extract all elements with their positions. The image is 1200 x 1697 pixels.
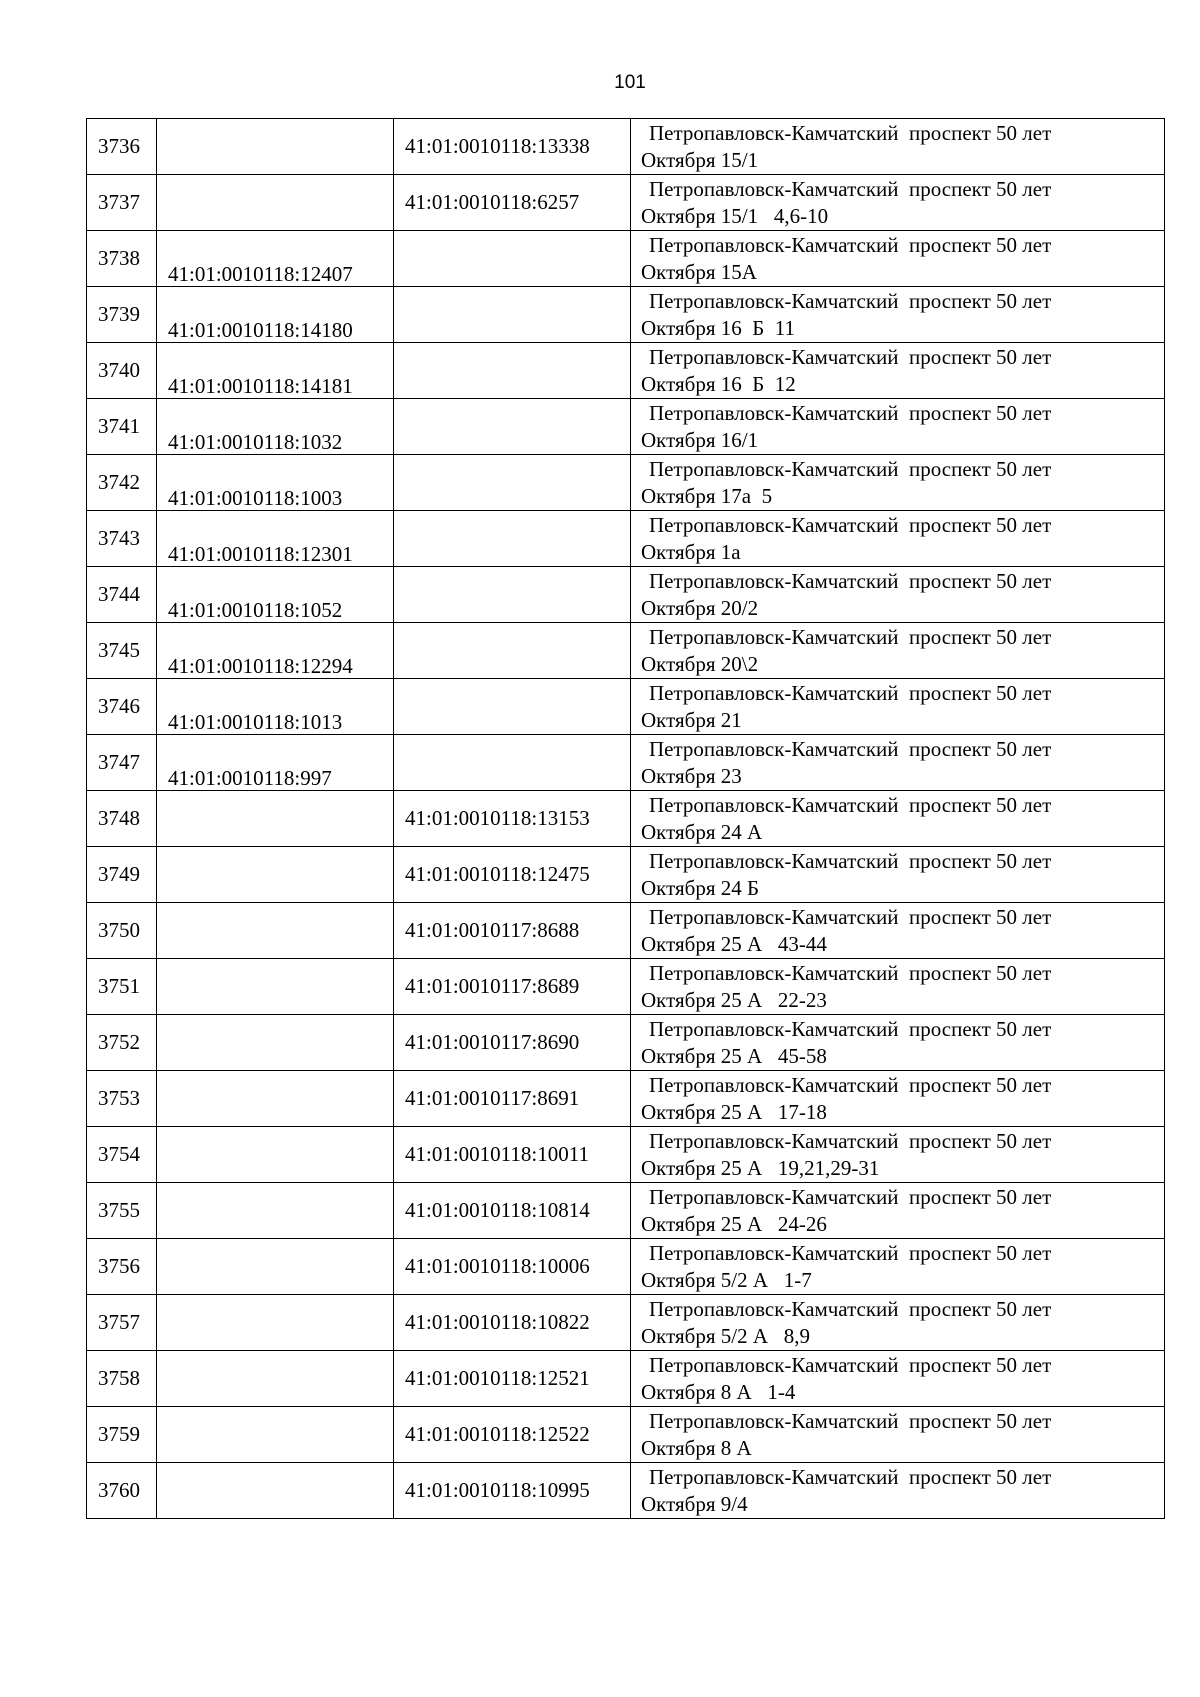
cadastral-number-cell-b (394, 175, 631, 231)
cadastral-number-cell-b (394, 735, 631, 791)
table-row (87, 1463, 1165, 1519)
cadastral-number-cell-a (157, 119, 394, 175)
address-line-2: Октября 25 А 43-44 (641, 932, 827, 956)
address-cell (631, 959, 1165, 1015)
cadastral-number-cell-b (394, 119, 631, 175)
cadastral-number-cell-a (157, 735, 394, 791)
address-line-1: Петропавловск-Камчатский проспект 50 лет (649, 1017, 1052, 1041)
row-number: 3757 (98, 1310, 140, 1334)
cadastral-number-a: 41:01:0010118:1013 (168, 710, 343, 734)
address-line-1: Петропавловск-Камчатский проспект 50 лет (649, 625, 1052, 649)
row-number-cell (87, 287, 157, 343)
cadastral-number-cell-a (157, 1407, 394, 1463)
row-number-cell (87, 623, 157, 679)
registry-table (86, 118, 1165, 1519)
cadastral-number-b: 41:01:0010117:8691 (405, 1086, 580, 1110)
address-cell (631, 679, 1165, 735)
cadastral-number-b: 41:01:0010118:13338 (405, 134, 590, 158)
cadastral-number-cell-b (394, 1463, 631, 1519)
address-line-2: Октября 16/1 (641, 428, 759, 452)
address-line-1: Петропавловск-Камчатский проспект 50 лет (649, 1129, 1052, 1153)
table-row (87, 623, 1165, 679)
address-line-1: Петропавловск-Камчатский проспект 50 лет (649, 233, 1052, 257)
table-row (87, 511, 1165, 567)
cadastral-number-a: 41:01:0010118:14180 (168, 318, 353, 342)
cadastral-number-b: 41:01:0010118:6257 (405, 190, 580, 214)
row-number-cell (87, 903, 157, 959)
cadastral-number-cell-a (157, 847, 394, 903)
address-line-2: Октября 25 А 19,21,29-31 (641, 1156, 880, 1180)
address-line-1: Петропавловск-Камчатский проспект 50 лет (649, 1297, 1052, 1321)
address-cell (631, 791, 1165, 847)
row-number-cell (87, 1239, 157, 1295)
row-number: 3746 (98, 694, 140, 718)
address-cell (631, 567, 1165, 623)
row-number: 3753 (98, 1086, 140, 1110)
cadastral-number-cell-b (394, 679, 631, 735)
address-line-1: Петропавловск-Камчатский проспект 50 лет (649, 177, 1052, 201)
cadastral-number-b: 41:01:0010117:8689 (405, 974, 580, 998)
row-number: 3736 (98, 134, 140, 158)
row-number-cell (87, 1295, 157, 1351)
cadastral-number-cell-b (394, 903, 631, 959)
cadastral-number-b: 41:01:0010118:10814 (405, 1198, 590, 1222)
row-number-cell (87, 679, 157, 735)
cadastral-number-cell-b (394, 1071, 631, 1127)
address-line-1: Петропавловск-Камчатский проспект 50 лет (649, 569, 1052, 593)
cadastral-number-cell-a (157, 1239, 394, 1295)
address-cell (631, 343, 1165, 399)
row-number: 3742 (98, 470, 140, 494)
cadastral-number-a: 41:01:0010118:12301 (168, 542, 353, 566)
address-line-1: Петропавловск-Камчатский проспект 50 лет (649, 1465, 1052, 1489)
address-cell (631, 1183, 1165, 1239)
table-row (87, 567, 1165, 623)
address-cell (631, 399, 1165, 455)
cadastral-number-b: 41:01:0010117:8688 (405, 918, 580, 942)
cadastral-number-cell-a (157, 1015, 394, 1071)
row-number-cell (87, 119, 157, 175)
cadastral-number-cell-b (394, 1127, 631, 1183)
cadastral-number-b: 41:01:0010118:12522 (405, 1422, 590, 1446)
row-number: 3744 (98, 582, 140, 606)
address-cell (631, 1463, 1165, 1519)
cadastral-number-b: 41:01:0010118:10011 (405, 1142, 589, 1166)
cadastral-number-a: 41:01:0010118:12407 (168, 262, 353, 286)
row-number-cell (87, 343, 157, 399)
table-row (87, 1295, 1165, 1351)
table-row (87, 903, 1165, 959)
row-number: 3755 (98, 1198, 140, 1222)
cadastral-number-cell-b (394, 847, 631, 903)
table-row (87, 119, 1165, 175)
cadastral-number-cell-b (394, 399, 631, 455)
address-line-2: Октября 24 А (641, 820, 763, 844)
table-row (87, 1239, 1165, 1295)
cadastral-number-cell-a (157, 287, 394, 343)
cadastral-number-cell-a (157, 1071, 394, 1127)
table-row (87, 1015, 1165, 1071)
address-line-2: Октября 15/1 4,6-10 (641, 204, 829, 228)
row-number: 3754 (98, 1142, 140, 1166)
address-cell (631, 1015, 1165, 1071)
address-line-2: Октября 1а (641, 540, 741, 564)
cadastral-number-b: 41:01:0010118:12475 (405, 862, 590, 886)
cadastral-number-b: 41:01:0010118:10006 (405, 1254, 590, 1278)
cadastral-number-cell-a (157, 1183, 394, 1239)
address-line-2: Октября 25 А 22-23 (641, 988, 827, 1012)
cadastral-number-cell-b (394, 959, 631, 1015)
address-line-2: Октября 25 А 45-58 (641, 1044, 827, 1068)
cadastral-number-b: 41:01:0010118:13153 (405, 806, 590, 830)
row-number: 3738 (98, 246, 140, 270)
address-line-2: Октября 24 Б (641, 876, 760, 900)
cadastral-number-a: 41:01:0010118:997 (168, 766, 332, 790)
table-row (87, 1127, 1165, 1183)
cadastral-number-cell-b (394, 1239, 631, 1295)
row-number: 3750 (98, 918, 140, 942)
row-number-cell (87, 1127, 157, 1183)
cadastral-number-a: 41:01:0010118:14181 (168, 374, 353, 398)
cadastral-number-cell-a (157, 343, 394, 399)
registry-table-body (87, 119, 1165, 1519)
address-line-1: Петропавловск-Камчатский проспект 50 лет (649, 1185, 1052, 1209)
cadastral-number-a: 41:01:0010118:1003 (168, 486, 343, 510)
row-number-cell (87, 511, 157, 567)
row-number: 3747 (98, 750, 140, 774)
cadastral-number-a: 41:01:0010118:12294 (168, 654, 353, 678)
cadastral-number-cell-b (394, 231, 631, 287)
cadastral-number-cell-b (394, 1407, 631, 1463)
address-line-2: Октября 8 А 1-4 (641, 1380, 796, 1404)
cadastral-number-cell-b (394, 343, 631, 399)
address-line-1: Петропавловск-Камчатский проспект 50 лет (649, 681, 1052, 705)
row-number: 3739 (98, 302, 140, 326)
table-row (87, 959, 1165, 1015)
row-number-cell (87, 1407, 157, 1463)
address-cell (631, 1407, 1165, 1463)
table-row (87, 735, 1165, 791)
address-line-2: Октября 21 (641, 708, 742, 732)
row-number-cell (87, 735, 157, 791)
row-number: 3759 (98, 1422, 140, 1446)
address-line-2: Октября 8 А (641, 1436, 752, 1460)
cadastral-number-b: 41:01:0010118:12521 (405, 1366, 590, 1390)
address-line-1: Петропавловск-Камчатский проспект 50 лет (649, 345, 1052, 369)
row-number-cell (87, 399, 157, 455)
page-number: 101 (614, 72, 646, 93)
cadastral-number-cell-a (157, 679, 394, 735)
row-number-cell (87, 1071, 157, 1127)
address-line-2: Октября 5/2 А 8,9 (641, 1324, 810, 1348)
cadastral-number-cell-b (394, 791, 631, 847)
row-number-cell (87, 231, 157, 287)
cadastral-number-cell-a (157, 1463, 394, 1519)
address-line-2: Октября 15/1 (641, 148, 759, 172)
cadastral-number-cell-b (394, 1295, 631, 1351)
address-cell (631, 623, 1165, 679)
address-line-2: Октября 15А (641, 260, 757, 284)
row-number: 3758 (98, 1366, 140, 1390)
address-line-1: Петропавловск-Камчатский проспект 50 лет (649, 793, 1052, 817)
address-cell (631, 847, 1165, 903)
cadastral-number-cell-b (394, 1351, 631, 1407)
address-cell (631, 231, 1165, 287)
row-number: 3756 (98, 1254, 140, 1278)
cadastral-number-b: 41:01:0010118:10822 (405, 1310, 590, 1334)
cadastral-number-cell-b (394, 455, 631, 511)
cadastral-number-cell-a (157, 399, 394, 455)
cadastral-number-cell-a (157, 455, 394, 511)
cadastral-number-cell-a (157, 791, 394, 847)
table-row (87, 287, 1165, 343)
row-number-cell (87, 959, 157, 1015)
address-line-2: Октября 5/2 А 1-7 (641, 1268, 812, 1292)
address-line-1: Петропавловск-Камчатский проспект 50 лет (649, 1073, 1052, 1097)
address-cell (631, 119, 1165, 175)
address-line-1: Петропавловск-Камчатский проспект 50 лет (649, 849, 1052, 873)
table-row (87, 1407, 1165, 1463)
row-number: 3760 (98, 1478, 140, 1502)
cadastral-number-cell-a (157, 511, 394, 567)
row-number-cell (87, 1463, 157, 1519)
address-cell (631, 287, 1165, 343)
row-number: 3743 (98, 526, 140, 550)
address-cell (631, 175, 1165, 231)
address-cell (631, 903, 1165, 959)
cadastral-number-cell-a (157, 567, 394, 623)
row-number: 3749 (98, 862, 140, 886)
cadastral-number-cell-b (394, 623, 631, 679)
address-cell (631, 735, 1165, 791)
address-cell (631, 1127, 1165, 1183)
cadastral-number-cell-b (394, 287, 631, 343)
cadastral-number-cell-a (157, 623, 394, 679)
address-cell (631, 511, 1165, 567)
row-number: 3748 (98, 806, 140, 830)
address-cell (631, 455, 1165, 511)
table-row (87, 1351, 1165, 1407)
address-line-1: Петропавловск-Камчатский проспект 50 лет (649, 1241, 1052, 1265)
cadastral-number-b: 41:01:0010118:10995 (405, 1478, 590, 1502)
row-number: 3745 (98, 638, 140, 662)
table-row (87, 343, 1165, 399)
table-row (87, 455, 1165, 511)
cadastral-number-cell-b (394, 511, 631, 567)
row-number: 3752 (98, 1030, 140, 1054)
address-line-2: Октября 16 Б 11 (641, 316, 796, 340)
cadastral-number-cell-a (157, 959, 394, 1015)
address-line-2: Октября 20/2 (641, 596, 759, 620)
cadastral-number-a: 41:01:0010118:1052 (168, 598, 343, 622)
row-number-cell (87, 567, 157, 623)
address-line-1: Петропавловск-Камчатский проспект 50 лет (649, 401, 1052, 425)
row-number: 3751 (98, 974, 140, 998)
table-row (87, 679, 1165, 735)
address-line-1: Петропавловск-Камчатский проспект 50 лет (649, 121, 1052, 145)
address-cell (631, 1071, 1165, 1127)
table-row (87, 847, 1165, 903)
table-row (87, 231, 1165, 287)
table-row (87, 791, 1165, 847)
cadastral-number-cell-a (157, 175, 394, 231)
address-line-1: Петропавловск-Камчатский проспект 50 лет (649, 513, 1052, 537)
row-number-cell (87, 175, 157, 231)
address-line-2: Октября 17а 5 (641, 484, 773, 508)
address-line-2: Октября 25 А 24-26 (641, 1212, 827, 1236)
table-row (87, 1071, 1165, 1127)
row-number: 3741 (98, 414, 140, 438)
cadastral-number-cell-b (394, 567, 631, 623)
address-line-1: Петропавловск-Камчатский проспект 50 лет (649, 289, 1052, 313)
address-line-1: Петропавловск-Камчатский проспект 50 лет (649, 1353, 1052, 1377)
cadastral-number-cell-a (157, 1295, 394, 1351)
address-line-2: Октября 20\2 (641, 652, 759, 676)
address-line-1: Петропавловск-Камчатский проспект 50 лет (649, 1409, 1052, 1433)
row-number-cell (87, 1351, 157, 1407)
row-number-cell (87, 791, 157, 847)
address-line-2: Октября 9/4 (641, 1492, 748, 1516)
cadastral-number-b: 41:01:0010117:8690 (405, 1030, 580, 1054)
cadastral-number-cell-a (157, 903, 394, 959)
address-line-1: Петропавловск-Камчатский проспект 50 лет (649, 737, 1052, 761)
address-line-1: Петропавловск-Камчатский проспект 50 лет (649, 905, 1052, 929)
cadastral-number-cell-a (157, 231, 394, 287)
row-number-cell (87, 455, 157, 511)
address-line-1: Петропавловск-Камчатский проспект 50 лет (649, 457, 1052, 481)
address-line-2: Октября 25 А 17-18 (641, 1100, 827, 1124)
address-cell (631, 1295, 1165, 1351)
row-number: 3740 (98, 358, 140, 382)
table-row (87, 399, 1165, 455)
cadastral-number-cell-b (394, 1183, 631, 1239)
address-cell (631, 1351, 1165, 1407)
cadastral-number-cell-a (157, 1351, 394, 1407)
table-row (87, 175, 1165, 231)
address-line-1: Петропавловск-Камчатский проспект 50 лет (649, 961, 1052, 985)
row-number: 3737 (98, 190, 140, 214)
row-number-cell (87, 1183, 157, 1239)
address-line-2: Октября 23 (641, 764, 742, 788)
table-row (87, 1183, 1165, 1239)
row-number-cell (87, 847, 157, 903)
cadastral-number-cell-b (394, 1015, 631, 1071)
cadastral-number-cell-a (157, 1127, 394, 1183)
cadastral-number-a: 41:01:0010118:1032 (168, 430, 343, 454)
address-cell (631, 1239, 1165, 1295)
row-number-cell (87, 1015, 157, 1071)
address-line-2: Октября 16 Б 12 (641, 372, 796, 396)
